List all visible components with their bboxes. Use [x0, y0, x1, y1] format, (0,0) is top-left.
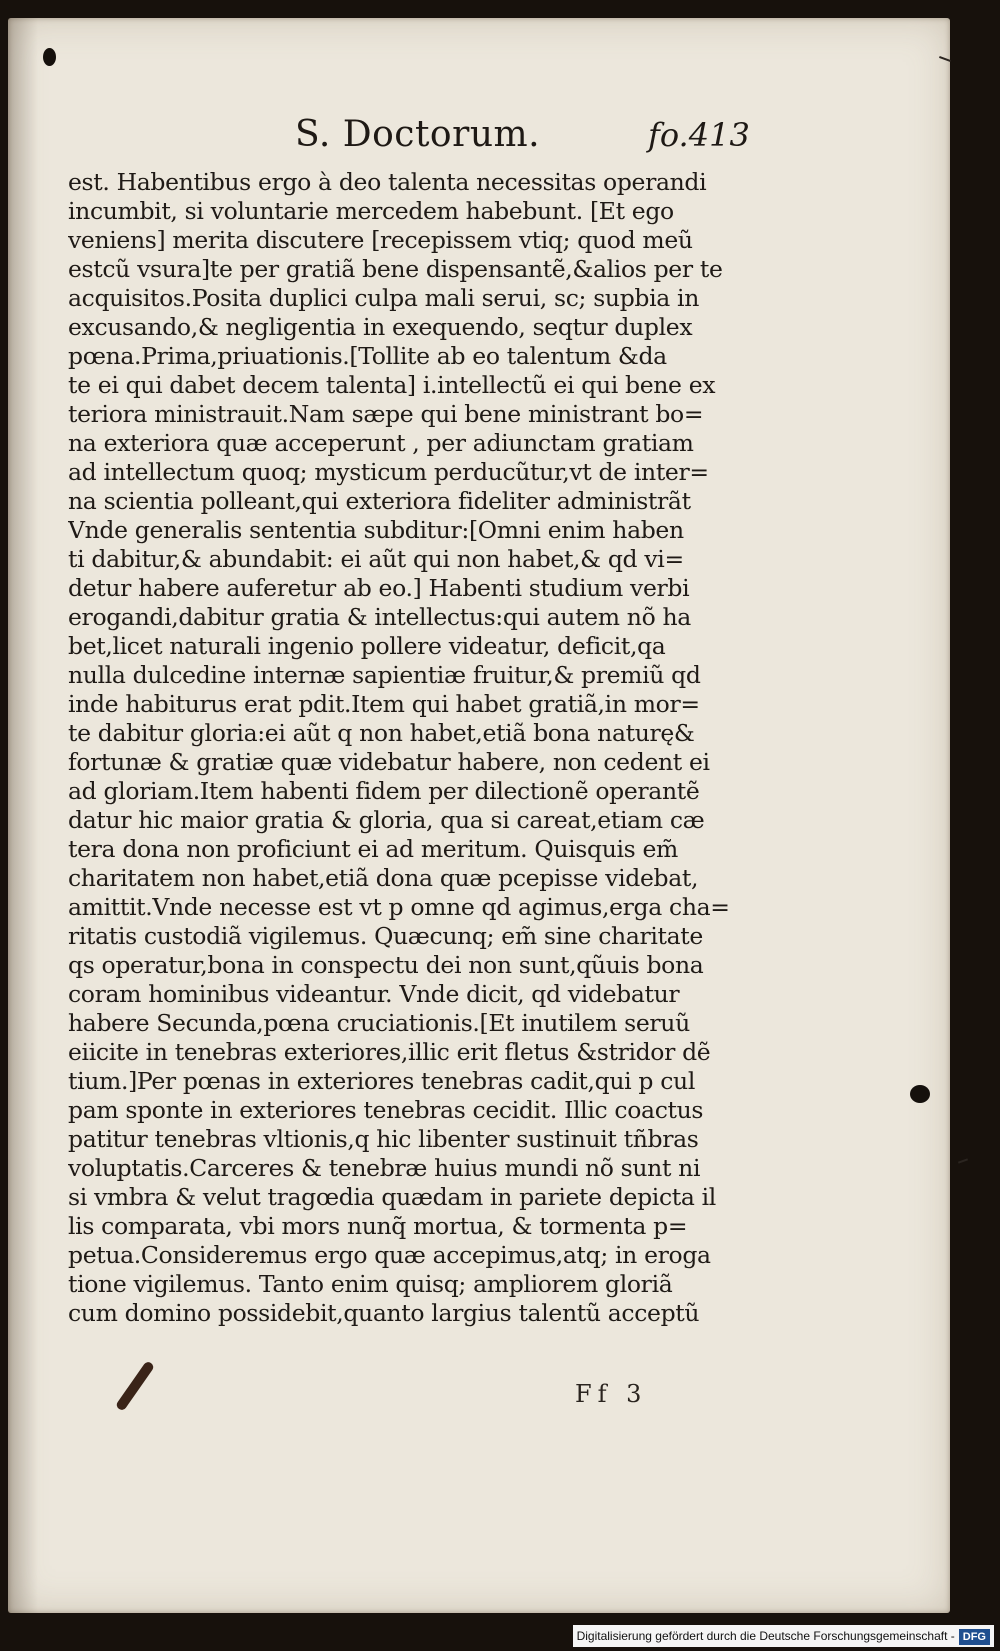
text-line: excusando,& negligentia in exequendo, seqtur duplex [68, 313, 693, 341]
folio-number: fo.413 [648, 116, 750, 154]
text-line: cum domino possidebit,quanto largius talentũ acceptũ [68, 1299, 700, 1327]
text-line: si vmbra & velut tragœdia quædam in pariete depicta il [68, 1183, 716, 1211]
text-line: lis comparata, vbi mors nunq̃ mortua, & tormenta p= [68, 1212, 688, 1240]
credit-text: Digitalisierung gefördert durch die Deutsche Forschungsgemeinschaft - [576, 1629, 955, 1643]
text-line: te dabitur gloria:ei aũt q non habet,etiã bona naturę& [68, 719, 695, 747]
text-line: ti dabitur,& abundabit: ei aũt qui non habet,& qd vi= [68, 545, 684, 573]
text-line: voluptatis.Carceres & tenebræ huius mundi nõ sunt ni [68, 1154, 701, 1182]
page-mark [958, 1158, 968, 1163]
text-line: tione vigilemus. Tanto enim quisq; ampliorem gloriã [68, 1270, 673, 1298]
text-line: patitur tenebras vltionis,q hic libenter sustinuit tñbras [68, 1125, 699, 1153]
text-line: inde habiturus erat pdit.Item qui habet gratiã,in mor= [68, 690, 700, 718]
text-line: habere Secunda,pœna cruciationis.[Et inutilem seruũ [68, 1009, 690, 1037]
ink-spot [43, 48, 56, 66]
text-line: petua.Consideremus ergo quæ accepimus,atq; in eroga [68, 1241, 711, 1269]
book-page [8, 18, 950, 1613]
text-block [68, 168, 758, 1328]
text-line: ad gloriam.Item habenti fidem per dilectionẽ operantẽ [68, 777, 700, 805]
text-line: coram hominibus videantur. Vnde dicit, qd videbatur [68, 980, 680, 1008]
text-line: estcũ vsura]te per gratiã bene dispensantẽ,&alios per te [68, 255, 723, 283]
text-line: amittit.Vnde necesse est vt p omne qd agimus,erga cha= [68, 893, 730, 921]
text-line: na exteriora quæ acceperunt , per adiunctam gratiam [68, 429, 694, 457]
text-line: datur hic maior gratia & gloria, qua si careat,etiam cæ [68, 806, 705, 834]
text-line: acquisitos.Posita duplici culpa mali serui, sc; supbia in [68, 284, 699, 312]
page-mark [939, 56, 951, 62]
running-title: S. Doctorum. [295, 114, 541, 155]
text-line: tium.]Per pœnas in exteriores tenebras cadit,qui p cul [68, 1067, 695, 1095]
text-line: teriora ministrauit.Nam sæpe qui bene ministrant bo= [68, 400, 704, 428]
text-line: te ei qui dabet decem talenta] i.intellectũ ei qui bene ex [68, 371, 716, 399]
text-line: ad intellectum quoq; mysticum perducũtur,vt de inter= [68, 458, 709, 486]
text-line: est. Habentibus ergo à deo talenta necessitas operandi [68, 168, 707, 196]
text-line: detur habere auferetur ab eo.] Habenti studium verbi [68, 574, 690, 602]
text-line: nulla dulcedine internæ sapientiæ fruitur,& premiũ qd [68, 661, 701, 689]
text-line: pœna.Prima,priuationis.[Tollite ab eo talentum &da [68, 342, 667, 370]
text-line: charitatem non habet,etiã dona quæ pcepisse videbat, [68, 864, 699, 892]
text-line: na scientia polleant,qui exteriora fideliter administrãt [68, 487, 691, 515]
text-line: incumbit, si voluntarie mercedem habebunt. [Et ego [68, 197, 674, 225]
ink-spot [910, 1085, 930, 1103]
text-line: fortunæ & gratiæ quæ videbatur habere, non cedent ei [68, 748, 710, 776]
text-line: ritatis custodiã vigilemus. Quæcunq; em̃ sine charitate [68, 922, 703, 950]
text-line: tera dona non proficiunt ei ad meritum. Quisquis em̃ [68, 835, 678, 863]
pen-mark [115, 1360, 155, 1412]
dfg-logo: DFG [959, 1629, 990, 1645]
signature-mark: Ff 3 [575, 1380, 648, 1408]
text-line: erogandi,dabitur gratia & intellectus:qui autem nõ ha [68, 603, 691, 631]
text-line: pam sponte in exteriores tenebras cecidit. Illic coactus [68, 1096, 704, 1124]
digitization-credit [573, 1625, 994, 1647]
text-line: veniens] merita discutere [recepissem vtiq; quod meũ [68, 226, 693, 254]
running-header [8, 104, 950, 164]
text-line: bet,licet naturali ingenio pollere videatur, deficit,qa [68, 632, 666, 660]
text-line: Vnde generalis sententia subditur:[Omni enim haben [68, 516, 684, 544]
text-line: eiicite in tenebras exteriores,illic erit fletus &stridor dẽ [68, 1038, 711, 1066]
text-line: qs operatur,bona in conspectu dei non sunt,qũuis bona [68, 951, 704, 979]
